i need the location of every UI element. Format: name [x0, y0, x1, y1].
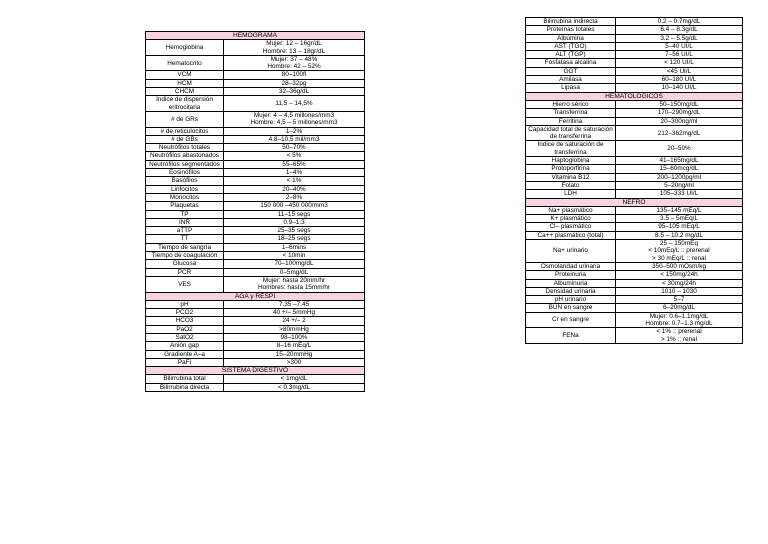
reference-value [224, 79, 365, 87]
table-row [146, 88, 365, 96]
reference-value [616, 84, 743, 92]
table-row [146, 300, 365, 308]
reference-value-line: 60–180 UI/L [661, 76, 697, 84]
table-row [146, 111, 365, 127]
reference-value-line: Mujer: 37 – 48% [270, 55, 318, 63]
table-row [146, 55, 365, 71]
parameter-label: Folato [526, 181, 616, 189]
reference-value-line: Hombre: 4,5 – 5 millones/mm3 [250, 119, 338, 127]
table-row [146, 169, 365, 177]
reference-value-line: 212–362mg/dL [657, 129, 701, 137]
reference-value [224, 111, 365, 127]
reference-value [616, 165, 743, 173]
reference-value [616, 42, 743, 50]
reference-value-line: 10–140 UI/L [661, 84, 697, 92]
reference-value-line: 95–105 mEq/L [658, 223, 700, 231]
parameter-label: Densidad urinaria [526, 287, 616, 295]
table-row [526, 296, 743, 304]
parameter-label: Eosinófilos [146, 169, 224, 177]
reference-value [616, 215, 743, 223]
reference-value [616, 125, 743, 141]
reference-value-line: 15–60mcg/dL [659, 165, 699, 173]
reference-value-line: 7.35 –7.45 [278, 300, 310, 308]
parameter-label: Transferrina [526, 109, 616, 117]
parameter-label: Bilirrubina indirecta [526, 18, 616, 26]
reference-value-line: 135–145 mEq/L [656, 206, 702, 214]
table-row [526, 206, 743, 214]
reference-value [224, 268, 365, 276]
reference-value [224, 375, 365, 383]
reference-value [224, 235, 365, 243]
table-row [146, 210, 365, 218]
table-row [146, 325, 365, 333]
parameter-label: VCM [146, 71, 224, 79]
reference-value-line: 8.5 – 10.2 mg/dL [655, 231, 703, 239]
parameter-label: Gradiente A–a [146, 350, 224, 358]
table-row [526, 271, 743, 279]
reference-value-line: 11,5 – 14,5% [275, 100, 313, 108]
table-row [526, 59, 743, 67]
parameter-label: Hematocrito [146, 55, 224, 71]
parameter-label: SatO2 [146, 333, 224, 341]
table-row [146, 177, 365, 185]
parameter-label: PaO2 [146, 325, 224, 333]
reference-value [616, 279, 743, 287]
reference-value-line: < 30mg/24h [662, 279, 696, 287]
reference-value-line: 20–300ng/ml [660, 117, 698, 125]
reference-value [224, 144, 365, 152]
parameter-label: Ferritina [526, 117, 616, 125]
reference-value-line: 5–7 [673, 296, 685, 304]
table-row [146, 71, 365, 79]
reference-value-line: 150 000 –450 000/mm3 [260, 202, 328, 210]
table-row [146, 193, 365, 201]
parameter-label: Neutrófilos segmentados [146, 160, 224, 168]
reference-value [616, 328, 743, 344]
reference-value-line: 40 +/– 5mmHg [272, 309, 316, 317]
parameter-label: Hemoglobina [146, 40, 224, 56]
section-header: AGA y RESPI [146, 292, 365, 300]
table-row [146, 243, 365, 251]
table-row [526, 190, 743, 198]
reference-value-line: Mujer: 4 – 4,5 millones/mm3 [253, 111, 335, 119]
parameter-label: Haptoglobina [526, 157, 616, 165]
parameter-label: PCR [146, 268, 224, 276]
parameter-label: # de GBs [146, 135, 224, 143]
reference-value-line: Hombres: hasta 15mm/hr [257, 284, 331, 292]
reference-value-line: 3.2 – 5.5g/dL [660, 34, 698, 42]
parameter-label: INR [146, 218, 224, 226]
table-row [146, 160, 365, 168]
table-body [526, 18, 743, 344]
parameter-label: K+ plasmático [526, 215, 616, 223]
table-row [526, 76, 743, 84]
reference-value [224, 185, 365, 193]
reference-value [224, 218, 365, 226]
reference-value [616, 312, 743, 328]
reference-value-line: 3.5 – 5mEq/L [659, 215, 698, 223]
reference-value-line: < 10mEq/L :: prerenal [648, 247, 710, 255]
reference-value [616, 34, 743, 42]
table-row [526, 34, 743, 42]
reference-value [616, 296, 743, 304]
reference-value [616, 181, 743, 189]
parameter-label: GGT [526, 67, 616, 75]
reference-value-line: 20–50% [667, 145, 691, 153]
reference-value [616, 117, 743, 125]
reference-value-line: Mujer: 12 – 16gr/dL [266, 40, 322, 48]
parameter-label: HCM [146, 79, 224, 87]
reference-value-line: 6–20mg/dL [663, 304, 695, 312]
table-row [146, 333, 365, 341]
table-row [146, 383, 365, 391]
table-row [526, 231, 743, 239]
reference-value [224, 383, 365, 391]
reference-value [616, 262, 743, 270]
table-row [146, 202, 365, 210]
reference-value [616, 109, 743, 117]
parameter-label: Plaquetas [146, 202, 224, 210]
parameter-label: Hierro sérico [526, 100, 616, 108]
reference-value-line: 24 +/– 2 [282, 317, 306, 325]
reference-value [616, 18, 743, 26]
reference-value-line: 50–70% [282, 144, 306, 152]
section-header: NEFRO [526, 198, 743, 206]
reference-value [224, 350, 365, 358]
section-header-row [146, 32, 365, 40]
reference-value [616, 26, 743, 34]
reference-value [616, 231, 743, 239]
parameter-label: TP [146, 210, 224, 218]
reference-value-line: < 1mg/dL [280, 375, 308, 383]
reference-value-line: 105–333 UI/L [659, 190, 699, 198]
parameter-label: Albúmina [526, 34, 616, 42]
parameter-label: Proteinuria [526, 271, 616, 279]
reference-value [616, 206, 743, 214]
table-row [526, 279, 743, 287]
parameter-label: Índice de dispersión eritrocitaria [146, 96, 224, 112]
reference-value [224, 358, 365, 366]
reference-value [224, 135, 365, 143]
parameter-label: Neutrófilos abastonados [146, 152, 224, 160]
reference-value-line: 11–15 segs [277, 210, 311, 218]
reference-value-line: 98–100% [280, 333, 308, 341]
table-row [526, 157, 743, 165]
table-row [146, 127, 365, 135]
table-row [146, 342, 365, 350]
reference-value-line: 41–165mg/dL [659, 157, 699, 165]
parameter-label: Tiempo de sangría [146, 243, 224, 251]
parameter-label: Cl– plasmático [526, 223, 616, 231]
reference-value-line: Hombre: 42 – 52% [267, 63, 321, 71]
table-row [526, 312, 743, 328]
reference-value [616, 141, 743, 157]
reference-table-right [525, 17, 743, 344]
parameter-label: pH urinario [526, 296, 616, 304]
reference-value-line: >80mmHg [279, 325, 309, 333]
reference-value [224, 127, 365, 135]
reference-value-line: 4.8–10,5 mil/mm3 [268, 135, 320, 143]
reference-value [224, 252, 365, 260]
table-row [526, 117, 743, 125]
reference-value [224, 276, 365, 292]
reference-value [224, 317, 365, 325]
reference-value-line: 7–56 UI/L [665, 51, 693, 59]
reference-value-line: 170–290mg/dL [657, 109, 701, 117]
table-row [146, 96, 365, 112]
table-row [526, 173, 743, 181]
parameter-label: Na+ urinario [526, 240, 616, 263]
table-row [526, 109, 743, 117]
table-row [526, 181, 743, 189]
parameter-label: FENa [526, 328, 616, 344]
table-row [526, 304, 743, 312]
reference-value-line: 1–4% [285, 169, 303, 177]
table-row [146, 79, 365, 87]
table-body [146, 32, 365, 392]
table-row [526, 84, 743, 92]
reference-value [616, 67, 743, 75]
reference-value-line: 28–32pg [281, 79, 307, 87]
reference-value-line: < 1% [286, 177, 302, 185]
reference-value-line: Hombre: 0.7–1.3 mg/dL [645, 319, 713, 327]
reference-value-line: 350–500 mOsm/kg [652, 262, 706, 270]
reference-value [616, 76, 743, 84]
reference-value-line: > 30 mEq/L :: renal [652, 254, 706, 262]
reference-value-line: 25–35 segs [277, 227, 311, 235]
reference-value-line: 5–20ng/ml [664, 181, 694, 189]
reference-value [616, 223, 743, 231]
parameter-label: Albuminuria [526, 279, 616, 287]
table-row [526, 262, 743, 270]
parameter-label: PaFi [146, 358, 224, 366]
reference-value [224, 333, 365, 341]
reference-value [224, 96, 365, 112]
reference-value-line: < 120 UI/L [664, 59, 694, 67]
table-row [146, 350, 365, 358]
table-row [526, 125, 743, 141]
table-row [526, 287, 743, 295]
reference-value-line: >300 [286, 358, 302, 366]
reference-value [224, 160, 365, 168]
reference-value-line: > 1% :: renal [660, 335, 698, 343]
parameter-label: VES [146, 276, 224, 292]
table-row [146, 152, 365, 160]
reference-table-left [145, 31, 365, 392]
reference-value [224, 227, 365, 235]
table-row [146, 309, 365, 317]
table-row [146, 276, 365, 292]
reference-value-line: 8–16 mEq/L [276, 342, 312, 350]
reference-value-line: <45 UI/L [666, 67, 692, 75]
section-header: SISTEMA DIGESTIVO [146, 367, 365, 375]
reference-value [224, 169, 365, 177]
parameter-label: Índice de saturación de transferrina [526, 141, 616, 157]
parameter-label: LDH [526, 190, 616, 198]
reference-value-line: 80–100fl [281, 71, 307, 79]
table-row [146, 260, 365, 268]
reference-value [616, 240, 743, 263]
reference-value [224, 177, 365, 185]
parameter-label: Fosfatasa alcalina [526, 59, 616, 67]
reference-value [224, 300, 365, 308]
reference-value [224, 309, 365, 317]
parameter-label: Amilasa [526, 76, 616, 84]
parameter-label: Vitamina B12 [526, 173, 616, 181]
reference-value-line: 1010 – 1030 [661, 287, 697, 295]
parameter-label: Na+ plasmático [526, 206, 616, 214]
reference-value [224, 202, 365, 210]
reference-value-line: 55–65% [282, 160, 306, 168]
reference-value-line: 32–36g/dL [278, 88, 310, 96]
table-row [146, 185, 365, 193]
parameter-label: BUN en sangre [526, 304, 616, 312]
parameter-label: AST (TGO) [526, 42, 616, 50]
parameter-label: pH [146, 300, 224, 308]
reference-value-line: 0.9–1.3 [283, 218, 305, 226]
parameter-label: Basófilos [146, 177, 224, 185]
section-header-row [146, 367, 365, 375]
section-header-row [526, 92, 743, 100]
reference-value-line: Hombre: 13 – 18gr/dL [262, 47, 326, 55]
table-row [526, 240, 743, 263]
table-row [526, 223, 743, 231]
reference-value-line: 20–40% [282, 185, 306, 193]
parameter-label: Ca++ plasmático (total) [526, 231, 616, 239]
table-row [526, 165, 743, 173]
reference-value [616, 271, 743, 279]
reference-value-line: < 150mg/24h [660, 271, 698, 279]
section-header: HEMOGRAMA [146, 32, 365, 40]
reference-value-line: 2–8% [285, 193, 303, 201]
reference-value-line: Mujer: hasta 20mm/hr [262, 276, 326, 284]
parameter-label: Tiempo de coagulación [146, 252, 224, 260]
parameter-label: HCO3 [146, 317, 224, 325]
reference-value [616, 287, 743, 295]
reference-value [224, 342, 365, 350]
reference-value [616, 59, 743, 67]
table-row [146, 235, 365, 243]
parameter-label: PCO2 [146, 309, 224, 317]
reference-value [616, 100, 743, 108]
reference-value-line: 18–25 segs [277, 235, 311, 243]
reference-value [616, 173, 743, 181]
table-row [526, 67, 743, 75]
parameter-label: TT [146, 235, 224, 243]
reference-value [224, 210, 365, 218]
parameter-label: Glucosa [146, 260, 224, 268]
reference-value [616, 304, 743, 312]
parameter-label: Anión gap [146, 342, 224, 350]
reference-value [616, 190, 743, 198]
parameter-label: ALT (TGP) [526, 51, 616, 59]
reference-value [616, 157, 743, 165]
parameter-label: Osmolaridad urinaria [526, 262, 616, 270]
parameter-label: # de GRs [146, 111, 224, 127]
reference-value-line: < 10min [282, 252, 306, 260]
table-row [146, 135, 365, 143]
parameter-label: CHCM [146, 88, 224, 96]
reference-value [616, 51, 743, 59]
reference-value [224, 88, 365, 96]
table-row [146, 358, 365, 366]
section-header-row [146, 292, 365, 300]
table-row [526, 42, 743, 50]
parameter-label: Linfocitos [146, 185, 224, 193]
parameter-label: Protoporfirina [526, 165, 616, 173]
reference-value-line: 6.4 – 8.3g/dL [660, 26, 698, 34]
table-row [526, 18, 743, 26]
reference-value-line: Mujer: 0.6–1.1mg/dL [649, 312, 709, 320]
parameter-label: Bilirrubina directa [146, 383, 224, 391]
parameter-label: Neutrófilos totales [146, 144, 224, 152]
reference-value [224, 193, 365, 201]
reference-value [224, 325, 365, 333]
reference-value [224, 71, 365, 79]
reference-value [224, 55, 365, 71]
reference-value-line: 200–1200pg/ml [656, 173, 702, 181]
reference-value-line: < 0.3mg/dL [277, 383, 311, 391]
table-row [146, 40, 365, 56]
table-row [526, 328, 743, 344]
reference-value [224, 260, 365, 268]
reference-value-line: 5–40 UI/L [665, 42, 693, 50]
table-row [146, 218, 365, 226]
table-row [526, 215, 743, 223]
reference-value-line: 1–6mins [281, 243, 307, 251]
table-row [146, 252, 365, 260]
section-header: HEMATOLÓGICOS [526, 92, 743, 100]
table-row [526, 51, 743, 59]
reference-value-line: 50–150mg/dL [659, 100, 699, 108]
parameter-label: Capacidad total de saturación de transferrina [526, 125, 616, 141]
parameter-label: Lipasa [526, 84, 616, 92]
table-row [526, 26, 743, 34]
reference-value-line: 15–20mmHg [275, 350, 313, 358]
reference-value-line: 70–100mg/dL [274, 260, 314, 268]
table-row [526, 141, 743, 157]
parameter-label: Cr en sangre [526, 312, 616, 328]
table-row [146, 375, 365, 383]
parameter-label: Monocitos [146, 193, 224, 201]
reference-value-line: 1–2% [285, 127, 303, 135]
reference-value-line: 25 – 150mEq [659, 240, 699, 248]
table-row [146, 144, 365, 152]
reference-value-line: < 1% :: prerenal [656, 328, 702, 336]
reference-value-line: 0.2 – 0.7mg/dL [657, 18, 701, 25]
section-header-row [526, 198, 743, 206]
reference-value [224, 243, 365, 251]
parameter-label: Bilirrubina total [146, 375, 224, 383]
parameter-label: aTTP [146, 227, 224, 235]
table-row [526, 100, 743, 108]
table-row [146, 227, 365, 235]
reference-value-line: < 5% [286, 152, 302, 160]
table-row [146, 268, 365, 276]
reference-value-line: 0–5mg/dL [279, 268, 309, 276]
parameter-label: Proteínas totales [526, 26, 616, 34]
parameter-label: # de reticulocitos [146, 127, 224, 135]
reference-value [224, 40, 365, 56]
reference-value [224, 152, 365, 160]
table-row [146, 317, 365, 325]
